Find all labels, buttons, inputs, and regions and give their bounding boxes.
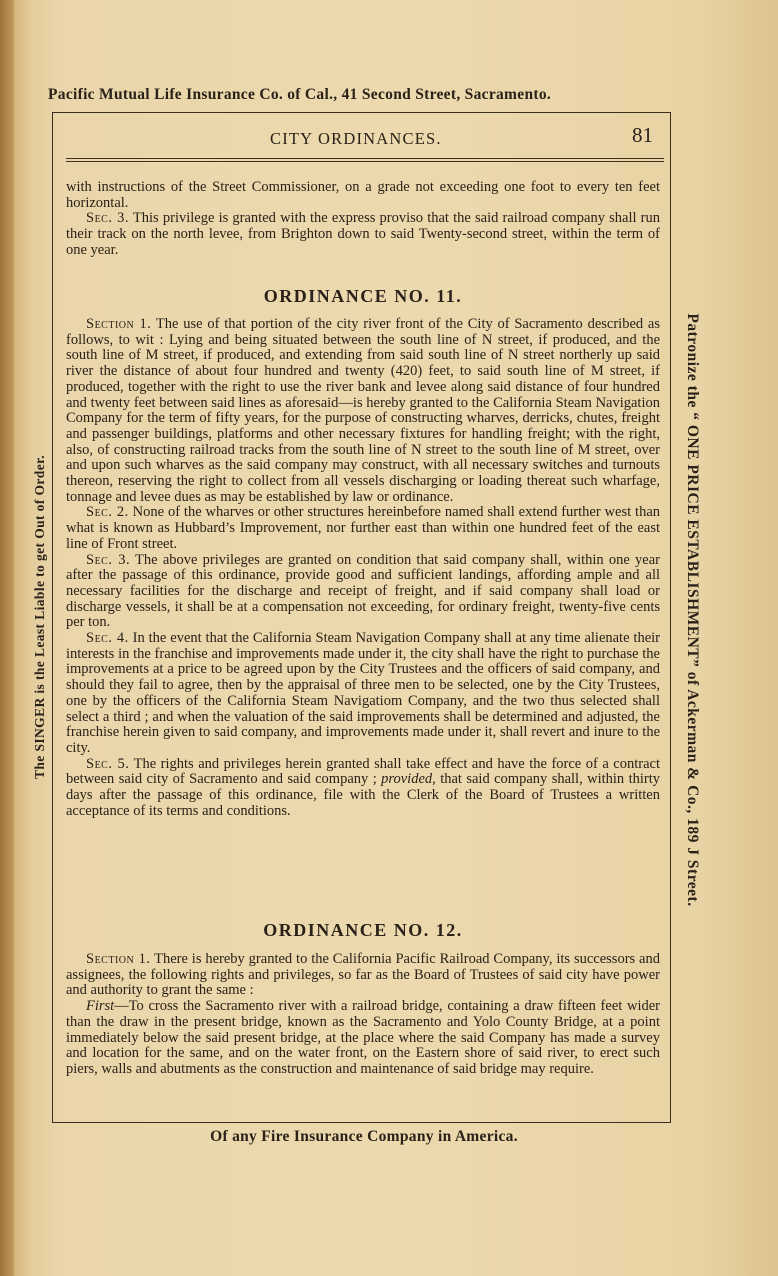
- section-text: In the event that the California Steam Navigation Company shall at any time alienate their interests in the franchise and improvements made under it, the city shall have the right to purchase the improvements at a price to be agreed upon by the City Trustees and the officers of said company, and should they fail to agree, then by the appraisal of three men to be selected, one by the City Trustees, one by the officers of the California Steam Navigatiom Company, and the two thus selected shall select a third ; and when the valuation of the said improvements shall be determined and adjusted, the franchise herein given to said company, and improvements made under it, shall revert and inure to the city.: [66, 630, 661, 756]
- header-rule: [66, 161, 664, 162]
- section-text: None of the wharves or other structures hereinbefore named shall extend further west than what is known as Hubbard’s Improvement, nor further east than within one hundred feet of the east line of Front street.: [66, 504, 661, 552]
- paragraph: [66, 317, 660, 505]
- section-label: Sec. 3.: [86, 210, 130, 227]
- section-text: The use of that portion of the city river front of the City of Sacramento described as follows, to wit : Lying and being situated between the south line of N street, if produced, and the south line of M street, if produced, and extending from said south line of N street northerly up said river the distance of about four hundred and twenty (420) feet, to said south line of M street, if produced, together with the right to use the river bank and levee along said distance of four hundred and twenty feet between said lines as aforesaid—is hereby granted to the California Steam Navigation Company for the term of fifty years, for the purpose of constructing wharves, derricks, chutes, freight and passenger buildings, platforms and other necessary fixtures for handling freight; with the right, also, of constructing railroad tracks from the south line of N street to the south line of M street, over and upon such wharves as the said company may construct, with all necessary switches and turnouts thereon, reserving the right to collect from all vessels discharging or loading thereat such wharfage, tonnage and levee dues as may be established by law or ordinance.: [66, 316, 660, 505]
- section-label: Sec. 5.: [86, 755, 130, 772]
- section-text: There is hereby granted to the California Pacific Railroad Company, its successors and assignees, the following rights and privileges, so far as the Board of Trustees of said city have power and authority to grant the same :: [66, 951, 660, 999]
- paragraph: [66, 631, 660, 757]
- left-margin-advertisement: [30, 372, 50, 862]
- paragraph: [66, 553, 660, 632]
- paragraph: [66, 211, 660, 258]
- paragraph: [66, 952, 660, 999]
- running-head: CITY ORDINANCES.: [270, 129, 442, 148]
- section-text: The rights and privileges herein granted shall take effect and have the force of a contract between said city of Sacramento and said company ;: [66, 755, 660, 788]
- section-label: Sec. 3.: [86, 551, 131, 568]
- paragraph: [66, 505, 660, 552]
- section-text: —To cross the Sacramento river with a railroad bridge, containing a draw fifteen feet wider than the draw in the present bridge, known as the Sacramento and Yolo County Bridge, at a point immediately below the said present bridge, at the place where the said Company has made a survey and location for the same, and on the water front, on the Eastern shore of said river, to erect such piers, walls and abutments as the construction and maintenance of said bridge may require.: [66, 998, 660, 1077]
- section-label: Sec. 4.: [86, 630, 129, 647]
- right-margin-advertisement: [680, 240, 704, 980]
- paragraph: [66, 757, 660, 820]
- section-label: Section 1.: [86, 316, 152, 332]
- intro-text: [66, 180, 660, 259]
- header-rule: [66, 158, 664, 159]
- section-label: Section 1.: [86, 951, 151, 967]
- ordinance-11-text: [66, 317, 660, 820]
- italic-text: provided,: [381, 771, 436, 788]
- section-text: This privilege is granted with the express proviso that the said railroad company shall run their track on the north levee, from Brighton down to said Twenty-second street, within the term of one year.: [66, 210, 660, 258]
- right-margin-advertisement-text: Patronize the “ ONE PRICE ESTABLISHMENT” of Ackerman & Co., 189 J Street.: [684, 313, 701, 907]
- section-label: Sec. 2.: [86, 504, 129, 521]
- italic-label: First: [86, 998, 115, 1015]
- ordinance-12-heading: ORDINANCE NO. 12.: [263, 920, 463, 940]
- footer-advertisement: Of any Fire Insurance Company in America.: [210, 1128, 518, 1145]
- left-margin-advertisement-text: The SINGER is the Least Liable to get Out of Order.: [32, 454, 47, 780]
- section-text: The above privileges are granted on condition that said company shall, within one year after the passage of this ordinance, provide good and sufficient landings, affording ample and all necessary facilities for the discharge and receipt of freight, and if said company shall load or discharge vessels, it shall be at a compensation not exceeding, for ordinary freight, twenty-five cents per ton.: [66, 551, 660, 631]
- page-number: 81: [632, 123, 653, 147]
- ordinance-12-text: [66, 952, 660, 1078]
- section-text: that said company shall, within thirty days after the passage of this ordinance, file with the Clerk of the Board of Trustees a written acceptance of its terms and conditions.: [66, 771, 661, 819]
- book-spine-edge: [0, 0, 14, 1276]
- ordinance-11-heading: ORDINANCE NO. 11.: [263, 286, 463, 306]
- paragraph: with instructions of the Street Commissioner, on a grade not exceeding one foot to every ten feet horizontal.: [66, 179, 660, 211]
- paragraph: [66, 999, 660, 1078]
- header-advertisement: Pacific Mutual Life Insurance Co. of Cal., 41 Second Street, Sacramento.: [48, 86, 552, 103]
